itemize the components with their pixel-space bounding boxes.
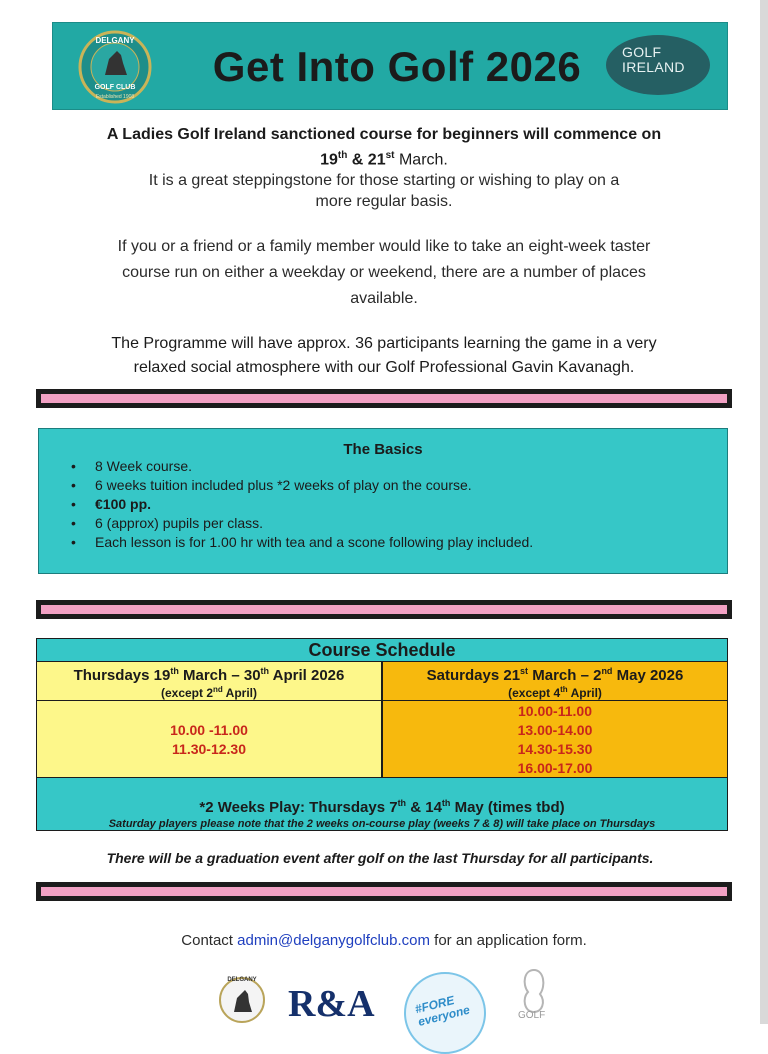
list-item: • Each lesson is for 1.00 hr with tea and a scone following play included. (57, 533, 533, 552)
time-slot: 14.30-15.30 (517, 741, 593, 757)
club-logo-bottom-text: GOLF CLUB (94, 84, 136, 91)
thursday-times (37, 701, 381, 759)
course-schedule-table (36, 638, 728, 830)
contact-email-link[interactable]: admin@delganygolfclub.com (237, 932, 430, 949)
contact-suffix: for an application form. (429, 932, 587, 949)
page-edge-shadow (760, 0, 768, 1024)
intro-headline: A Ladies Golf Ireland sanctioned course for beginners will commence on (106, 126, 662, 143)
intro-para3-line1: The Programme will have approx. 36 participants learning the game in a very (111, 335, 657, 353)
intro-line4: more regular basis. (315, 193, 453, 211)
golf-ireland-footer-text: GOLF (518, 1010, 546, 1021)
contact-prefix: Contact (181, 932, 238, 949)
list-item: • 6 (approx) pupils per class. (57, 514, 533, 533)
basics-panel (38, 428, 728, 574)
thursday-title: Thursdays 19th March – 30th April 2026 (73, 666, 345, 684)
club-logo-top-text: DELGANY (95, 36, 135, 45)
list-item: • 6 weeks tuition included plus *2 weeks of play on the course. (57, 476, 533, 495)
intro-line3: It is a great steppingstone for those starting or wishing to play on a (148, 172, 620, 190)
pink-divider (36, 882, 732, 901)
saturday-title: Saturdays 21st March – 2nd May 2026 (426, 666, 684, 684)
saturday-times (383, 701, 727, 778)
intro-para2-line3: available. (350, 290, 418, 308)
basics-title: The Basics (343, 441, 423, 458)
intro-para3-line2: relaxed social atmosphere with our Golf Professional Gavin Kavanagh. (133, 359, 635, 377)
list-item: • 8 Week course. (57, 457, 533, 476)
schedule-title: Course Schedule (36, 638, 728, 662)
r-and-a-logo: R&A (288, 983, 375, 1025)
time-slot: 10.00-11.00 (518, 703, 592, 719)
basics-list (57, 457, 533, 552)
page-title: Get Into Golf 2026 (212, 43, 582, 90)
delgany-footer-logo (218, 970, 266, 1024)
graduation-note: There will be a graduation event after golf on the last Thursday for all participants. (106, 850, 654, 866)
intro-section (50, 124, 718, 380)
thursday-exception: (except 2nd April) (160, 685, 258, 700)
time-slot: 10.00 -11.00 (170, 722, 248, 738)
time-slot: 16.00-17.00 (517, 760, 593, 776)
pink-divider (36, 600, 732, 619)
contact-line (0, 932, 768, 949)
golf-ireland-logo-line1: GOLF (622, 44, 662, 60)
intro-dates: 19th & 21st March. (320, 150, 448, 169)
time-slot: 13.00-14.00 (517, 722, 593, 738)
delgany-club-logo (77, 29, 153, 105)
fore-everyone-text: #FORE everyone (413, 992, 472, 1029)
thursday-column (36, 661, 382, 778)
list-item: • €100 pp. (57, 495, 533, 514)
pink-divider (36, 389, 732, 408)
golf-ireland-logo-line2: IRELAND (622, 59, 685, 75)
intro-para2-line2: course run on either a weekday or weekend, there are a number of places (122, 264, 646, 282)
intro-para2-line1: If you or a friend or a family member would like to take an eight-week taster (117, 238, 651, 256)
saturday-players-note: Saturday players please note that the 2 weeks on-course play (weeks 7 & 8) will take place on Thursdays (108, 818, 656, 830)
golf-ireland-logo (606, 35, 710, 95)
play-weeks-text: *2 Weeks Play: Thursdays 7th & 14th May (times tbd) (199, 798, 565, 816)
club-logo-est-text: Established 1908 (95, 94, 135, 100)
footer-club-logo-text: DELGANY (227, 977, 257, 983)
time-slot: 11.30-12.30 (172, 741, 246, 757)
saturday-column (382, 661, 728, 778)
play-weeks-row (36, 777, 728, 831)
fore-everyone-logo (404, 972, 486, 1054)
saturday-exception: (except 4th April) (508, 685, 602, 700)
header-banner (52, 22, 728, 110)
